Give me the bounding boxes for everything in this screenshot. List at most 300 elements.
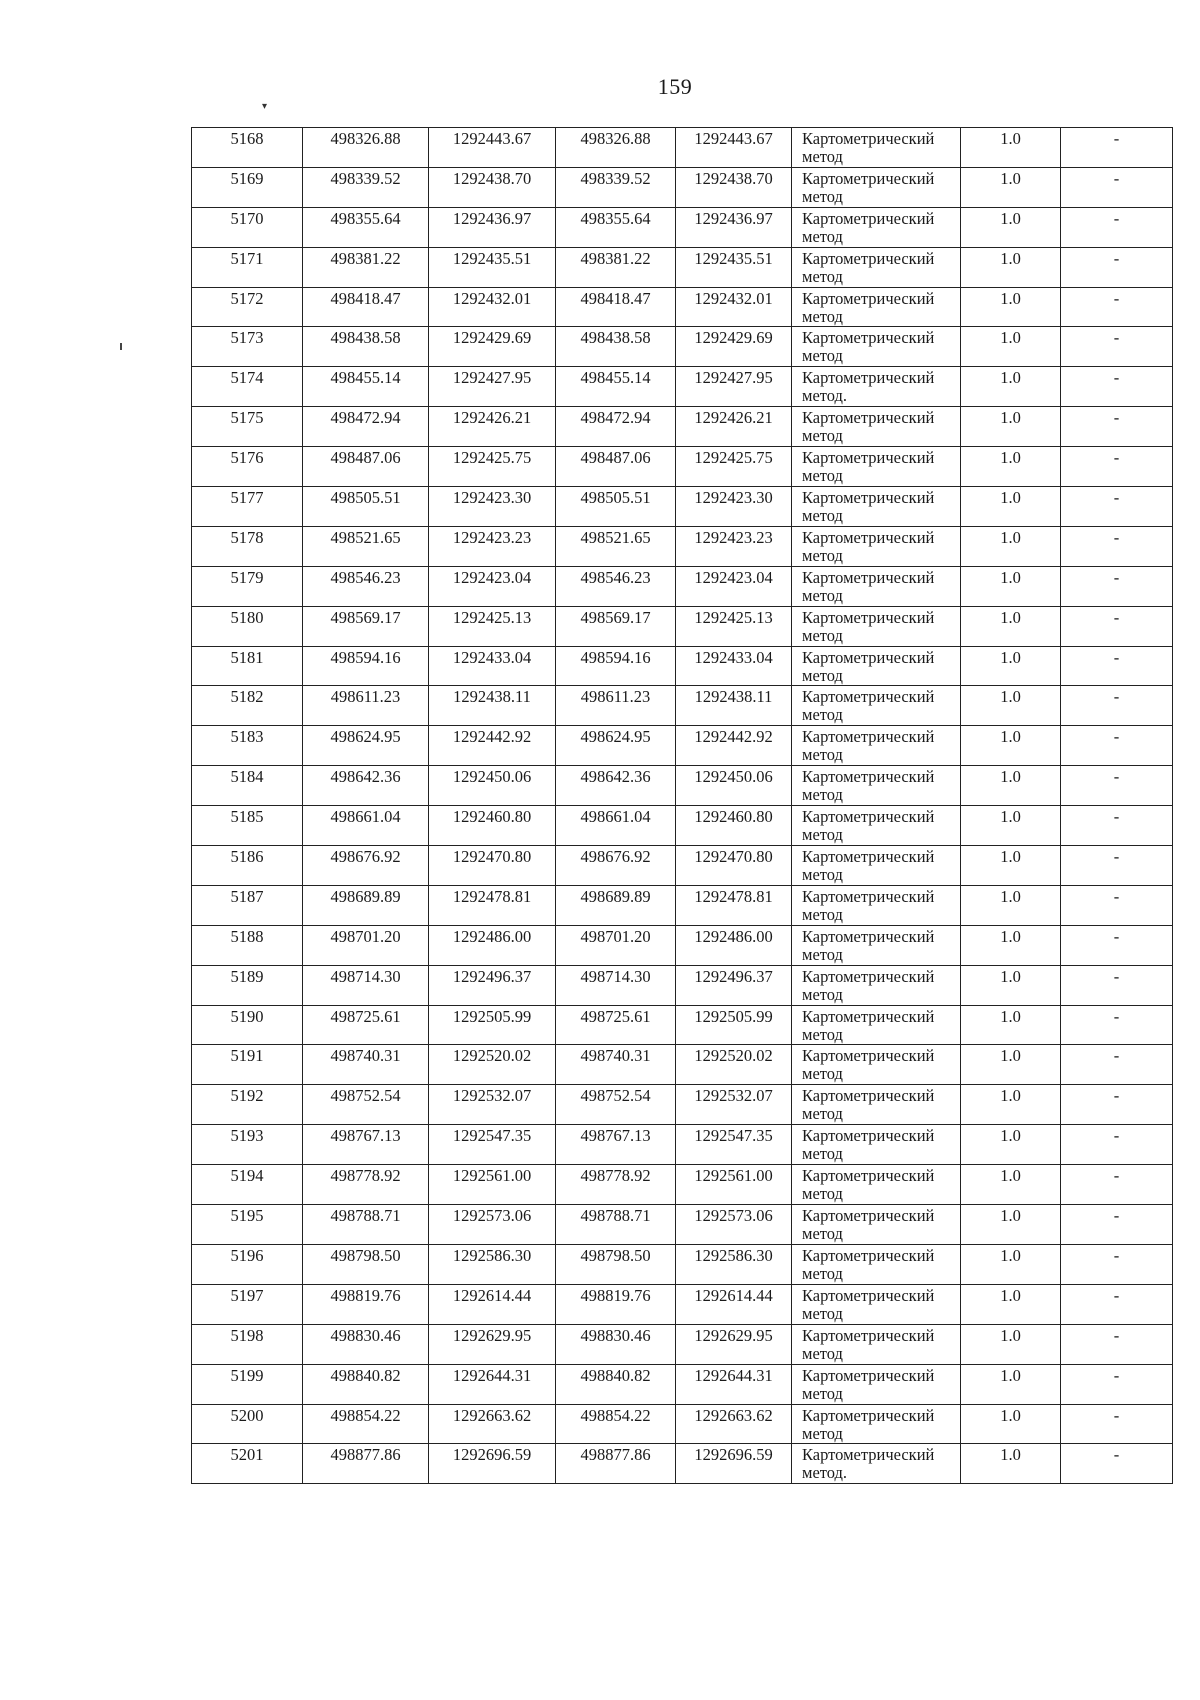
note-cell: - xyxy=(1061,686,1173,726)
method-cell xyxy=(792,686,961,726)
existing-y-cell: 1292573.06 xyxy=(429,1205,556,1245)
table-row xyxy=(192,1005,1173,1045)
scan-artifact-mark: ▾ xyxy=(262,101,268,112)
point-number-cell: 5188 xyxy=(192,925,303,965)
method-cell xyxy=(792,367,961,407)
method-cell xyxy=(792,1125,961,1165)
existing-y-cell: 1292426.21 xyxy=(429,407,556,447)
existing-y-cell: 1292614.44 xyxy=(429,1284,556,1324)
existing-y-cell: 1292436.97 xyxy=(429,207,556,247)
table-row xyxy=(192,686,1173,726)
new-y-cell: 1292438.11 xyxy=(676,686,792,726)
new-y-cell: 1292433.04 xyxy=(676,646,792,686)
new-y-cell: 1292423.30 xyxy=(676,487,792,527)
method-label: Картометрический xyxy=(802,1006,935,1026)
note-cell: - xyxy=(1061,447,1173,487)
table-row xyxy=(192,566,1173,606)
note-cell: - xyxy=(1061,287,1173,327)
method-label-continued: метод xyxy=(802,1224,843,1244)
point-number-cell: 5185 xyxy=(192,806,303,846)
method-cell xyxy=(792,1005,961,1045)
point-number-cell: 5200 xyxy=(192,1404,303,1444)
new-x-cell: 498624.95 xyxy=(556,726,676,766)
new-y-cell: 1292644.31 xyxy=(676,1364,792,1404)
existing-y-cell: 1292425.75 xyxy=(429,447,556,487)
method-label: Картометрический xyxy=(802,248,935,268)
method-label: Картометрический xyxy=(802,1445,935,1465)
method-label-continued: метод xyxy=(802,1024,843,1044)
note-cell: - xyxy=(1061,207,1173,247)
new-y-cell: 1292425.13 xyxy=(676,606,792,646)
method-label: Картометрический xyxy=(802,1086,935,1106)
existing-x-cell: 498624.95 xyxy=(303,726,429,766)
existing-x-cell: 498767.13 xyxy=(303,1125,429,1165)
note-cell: - xyxy=(1061,128,1173,168)
existing-y-cell: 1292460.80 xyxy=(429,806,556,846)
method-label: Картометрический xyxy=(802,767,935,787)
new-y-cell: 1292561.00 xyxy=(676,1165,792,1205)
table-row xyxy=(192,806,1173,846)
new-y-cell: 1292629.95 xyxy=(676,1324,792,1364)
point-number-cell: 5190 xyxy=(192,1005,303,1045)
table-row xyxy=(192,846,1173,886)
point-number-cell: 5181 xyxy=(192,646,303,686)
point-number-cell: 5183 xyxy=(192,726,303,766)
new-x-cell: 498546.23 xyxy=(556,566,676,606)
method-cell xyxy=(792,566,961,606)
new-x-cell: 498505.51 xyxy=(556,487,676,527)
method-label: Картометрический xyxy=(802,488,935,508)
existing-y-cell: 1292443.67 xyxy=(429,128,556,168)
method-label-continued: метод xyxy=(802,1303,843,1323)
method-label: Картометрический xyxy=(802,1365,935,1385)
method-label: Картометрический xyxy=(802,886,935,906)
existing-y-cell: 1292438.11 xyxy=(429,686,556,726)
existing-x-cell: 498819.76 xyxy=(303,1284,429,1324)
note-cell: - xyxy=(1061,1404,1173,1444)
new-x-cell: 498381.22 xyxy=(556,247,676,287)
method-cell xyxy=(792,1045,961,1085)
point-number-cell: 5177 xyxy=(192,487,303,527)
point-number-cell: 5191 xyxy=(192,1045,303,1085)
point-number-cell: 5184 xyxy=(192,766,303,806)
method-label-continued: метод xyxy=(802,1184,843,1204)
existing-x-cell: 498877.86 xyxy=(303,1444,429,1484)
point-number-cell: 5169 xyxy=(192,167,303,207)
note-cell: - xyxy=(1061,885,1173,925)
existing-x-cell: 498830.46 xyxy=(303,1324,429,1364)
table-row xyxy=(192,1324,1173,1364)
note-cell: - xyxy=(1061,487,1173,527)
new-x-cell: 498487.06 xyxy=(556,447,676,487)
method-label-continued: метод xyxy=(802,306,843,326)
new-x-cell: 498642.36 xyxy=(556,766,676,806)
method-cell xyxy=(792,726,961,766)
new-x-cell: 498877.86 xyxy=(556,1444,676,1484)
new-x-cell: 498521.65 xyxy=(556,526,676,566)
new-x-cell: 498798.50 xyxy=(556,1244,676,1284)
method-cell xyxy=(792,487,961,527)
method-cell xyxy=(792,1284,961,1324)
accuracy-cell: 1.0 xyxy=(961,1324,1061,1364)
note-cell: - xyxy=(1061,606,1173,646)
existing-x-cell: 498714.30 xyxy=(303,965,429,1005)
existing-x-cell: 498611.23 xyxy=(303,686,429,726)
new-y-cell: 1292520.02 xyxy=(676,1045,792,1085)
method-label-continued: метод xyxy=(802,705,843,725)
existing-x-cell: 498355.64 xyxy=(303,207,429,247)
method-label: Картометрический xyxy=(802,1285,935,1305)
table-row xyxy=(192,207,1173,247)
method-label: Картометрический xyxy=(802,1405,935,1425)
method-cell xyxy=(792,167,961,207)
table-row xyxy=(192,1125,1173,1165)
method-label: Картометрический xyxy=(802,1206,935,1226)
method-cell xyxy=(792,965,961,1005)
table-row xyxy=(192,287,1173,327)
new-y-cell: 1292425.75 xyxy=(676,447,792,487)
accuracy-cell: 1.0 xyxy=(961,1444,1061,1484)
existing-y-cell: 1292442.92 xyxy=(429,726,556,766)
accuracy-cell: 1.0 xyxy=(961,925,1061,965)
new-x-cell: 498689.89 xyxy=(556,885,676,925)
note-cell: - xyxy=(1061,1284,1173,1324)
method-label: Картометрический xyxy=(802,1325,935,1345)
note-cell: - xyxy=(1061,726,1173,766)
point-number-cell: 5196 xyxy=(192,1244,303,1284)
existing-x-cell: 498689.89 xyxy=(303,885,429,925)
method-label: Картометрический xyxy=(802,288,935,308)
method-label: Картометрический xyxy=(802,1126,935,1146)
note-cell: - xyxy=(1061,846,1173,886)
existing-x-cell: 498455.14 xyxy=(303,367,429,407)
accuracy-cell: 1.0 xyxy=(961,447,1061,487)
new-x-cell: 498854.22 xyxy=(556,1404,676,1444)
accuracy-cell: 1.0 xyxy=(961,726,1061,766)
note-cell: - xyxy=(1061,1005,1173,1045)
table-row xyxy=(192,1205,1173,1245)
point-number-cell: 5176 xyxy=(192,447,303,487)
method-cell xyxy=(792,447,961,487)
point-number-cell: 5201 xyxy=(192,1444,303,1484)
method-label: Картометрический xyxy=(802,727,935,747)
method-cell xyxy=(792,766,961,806)
new-x-cell: 498418.47 xyxy=(556,287,676,327)
existing-x-cell: 498661.04 xyxy=(303,806,429,846)
accuracy-cell: 1.0 xyxy=(961,885,1061,925)
new-y-cell: 1292450.06 xyxy=(676,766,792,806)
existing-y-cell: 1292520.02 xyxy=(429,1045,556,1085)
existing-y-cell: 1292496.37 xyxy=(429,965,556,1005)
new-y-cell: 1292460.80 xyxy=(676,806,792,846)
method-label: Картометрический xyxy=(802,966,935,986)
existing-y-cell: 1292663.62 xyxy=(429,1404,556,1444)
note-cell: - xyxy=(1061,407,1173,447)
method-cell xyxy=(792,1324,961,1364)
table-row xyxy=(192,1364,1173,1404)
existing-x-cell: 498778.92 xyxy=(303,1165,429,1205)
method-cell xyxy=(792,646,961,686)
point-number-cell: 5168 xyxy=(192,128,303,168)
accuracy-cell: 1.0 xyxy=(961,367,1061,407)
table-row xyxy=(192,487,1173,527)
new-y-cell: 1292663.62 xyxy=(676,1404,792,1444)
method-cell xyxy=(792,806,961,846)
method-label-continued: метод xyxy=(802,1263,843,1283)
method-label: Картометрический xyxy=(802,847,935,867)
new-x-cell: 498569.17 xyxy=(556,606,676,646)
method-label-continued: метод. xyxy=(802,1463,848,1483)
new-x-cell: 498594.16 xyxy=(556,646,676,686)
new-x-cell: 498725.61 xyxy=(556,1005,676,1045)
new-y-cell: 1292470.80 xyxy=(676,846,792,886)
note-cell: - xyxy=(1061,1364,1173,1404)
point-number-cell: 5187 xyxy=(192,885,303,925)
table-row xyxy=(192,1284,1173,1324)
existing-y-cell: 1292547.35 xyxy=(429,1125,556,1165)
table-row xyxy=(192,1444,1173,1484)
method-cell xyxy=(792,327,961,367)
accuracy-cell: 1.0 xyxy=(961,1284,1061,1324)
accuracy-cell: 1.0 xyxy=(961,128,1061,168)
table-row xyxy=(192,885,1173,925)
method-cell xyxy=(792,1244,961,1284)
new-x-cell: 498661.04 xyxy=(556,806,676,846)
method-label: Картометрический xyxy=(802,567,935,587)
table-row xyxy=(192,726,1173,766)
note-cell: - xyxy=(1061,766,1173,806)
point-number-cell: 5198 xyxy=(192,1324,303,1364)
method-label-continued: метод xyxy=(802,745,843,765)
existing-y-cell: 1292470.80 xyxy=(429,846,556,886)
new-y-cell: 1292586.30 xyxy=(676,1244,792,1284)
point-number-cell: 5199 xyxy=(192,1364,303,1404)
existing-y-cell: 1292561.00 xyxy=(429,1165,556,1205)
existing-x-cell: 498438.58 xyxy=(303,327,429,367)
table-row xyxy=(192,965,1173,1005)
existing-x-cell: 498505.51 xyxy=(303,487,429,527)
method-cell xyxy=(792,1165,961,1205)
point-number-cell: 5197 xyxy=(192,1284,303,1324)
new-y-cell: 1292696.59 xyxy=(676,1444,792,1484)
table-row xyxy=(192,1244,1173,1284)
table-row xyxy=(192,1165,1173,1205)
new-y-cell: 1292427.95 xyxy=(676,367,792,407)
existing-y-cell: 1292629.95 xyxy=(429,1324,556,1364)
method-cell xyxy=(792,925,961,965)
method-label: Картометрический xyxy=(802,328,935,348)
existing-y-cell: 1292450.06 xyxy=(429,766,556,806)
point-number-cell: 5193 xyxy=(192,1125,303,1165)
method-label-continued: метод xyxy=(802,266,843,286)
accuracy-cell: 1.0 xyxy=(961,1005,1061,1045)
method-label-continued: метод xyxy=(802,506,843,526)
accuracy-cell: 1.0 xyxy=(961,407,1061,447)
page-number: 159 xyxy=(657,74,693,99)
method-cell xyxy=(792,1404,961,1444)
new-y-cell: 1292478.81 xyxy=(676,885,792,925)
method-label-continued: метод xyxy=(802,865,843,885)
method-cell xyxy=(792,1364,961,1404)
accuracy-cell: 1.0 xyxy=(961,327,1061,367)
method-cell xyxy=(792,846,961,886)
method-cell xyxy=(792,287,961,327)
method-label: Картометрический xyxy=(802,448,935,468)
existing-x-cell: 498521.65 xyxy=(303,526,429,566)
table-row xyxy=(192,247,1173,287)
note-cell: - xyxy=(1061,1085,1173,1125)
method-label-continued: метод xyxy=(802,1343,843,1363)
new-x-cell: 498355.64 xyxy=(556,207,676,247)
table-row xyxy=(192,447,1173,487)
method-label: Картометрический xyxy=(802,647,935,667)
method-label-continued: метод xyxy=(802,665,843,685)
table-row xyxy=(192,367,1173,407)
existing-x-cell: 498418.47 xyxy=(303,287,429,327)
table-row xyxy=(192,128,1173,168)
new-x-cell: 498676.92 xyxy=(556,846,676,886)
method-label-continued: метод xyxy=(802,346,843,366)
table-row xyxy=(192,327,1173,367)
point-number-cell: 5182 xyxy=(192,686,303,726)
table-row xyxy=(192,766,1173,806)
note-cell: - xyxy=(1061,566,1173,606)
point-number-cell: 5192 xyxy=(192,1085,303,1125)
existing-y-cell: 1292427.95 xyxy=(429,367,556,407)
new-y-cell: 1292426.21 xyxy=(676,407,792,447)
new-y-cell: 1292438.70 xyxy=(676,167,792,207)
table-row xyxy=(192,526,1173,566)
method-label: Картометрический xyxy=(802,1245,935,1265)
note-cell: - xyxy=(1061,646,1173,686)
existing-y-cell: 1292696.59 xyxy=(429,1444,556,1484)
new-y-cell: 1292436.97 xyxy=(676,207,792,247)
note-cell: - xyxy=(1061,806,1173,846)
accuracy-cell: 1.0 xyxy=(961,766,1061,806)
existing-x-cell: 498752.54 xyxy=(303,1085,429,1125)
new-x-cell: 498740.31 xyxy=(556,1045,676,1085)
note-cell: - xyxy=(1061,1165,1173,1205)
existing-x-cell: 498676.92 xyxy=(303,846,429,886)
table-row xyxy=(192,167,1173,207)
existing-y-cell: 1292423.04 xyxy=(429,566,556,606)
new-y-cell: 1292435.51 xyxy=(676,247,792,287)
existing-y-cell: 1292432.01 xyxy=(429,287,556,327)
accuracy-cell: 1.0 xyxy=(961,686,1061,726)
new-x-cell: 498701.20 xyxy=(556,925,676,965)
method-cell xyxy=(792,407,961,447)
method-label-continued: метод xyxy=(802,785,843,805)
new-x-cell: 498840.82 xyxy=(556,1364,676,1404)
method-label-continued: метод xyxy=(802,944,843,964)
existing-x-cell: 498740.31 xyxy=(303,1045,429,1085)
note-cell: - xyxy=(1061,327,1173,367)
new-x-cell: 498830.46 xyxy=(556,1324,676,1364)
existing-y-cell: 1292423.23 xyxy=(429,526,556,566)
new-x-cell: 498788.71 xyxy=(556,1205,676,1245)
note-cell: - xyxy=(1061,1244,1173,1284)
new-y-cell: 1292505.99 xyxy=(676,1005,792,1045)
method-label-continued: метод xyxy=(802,585,843,605)
table-row xyxy=(192,925,1173,965)
method-label-continued: метод xyxy=(802,1423,843,1443)
accuracy-cell: 1.0 xyxy=(961,167,1061,207)
method-cell xyxy=(792,1444,961,1484)
method-label-continued: метод xyxy=(802,466,843,486)
existing-x-cell: 498594.16 xyxy=(303,646,429,686)
method-label: Картометрический xyxy=(802,807,935,827)
method-label: Картометрический xyxy=(802,1166,935,1186)
point-number-cell: 5189 xyxy=(192,965,303,1005)
new-y-cell: 1292429.69 xyxy=(676,327,792,367)
point-number-cell: 5178 xyxy=(192,526,303,566)
existing-y-cell: 1292423.30 xyxy=(429,487,556,527)
existing-y-cell: 1292429.69 xyxy=(429,327,556,367)
note-cell: - xyxy=(1061,247,1173,287)
accuracy-cell: 1.0 xyxy=(961,965,1061,1005)
accuracy-cell: 1.0 xyxy=(961,646,1061,686)
method-label-continued: метод xyxy=(802,147,843,166)
new-y-cell: 1292442.92 xyxy=(676,726,792,766)
method-label-continued: метод xyxy=(802,1104,843,1124)
method-cell xyxy=(792,1085,961,1125)
method-label: Картометрический xyxy=(802,1046,935,1066)
coordinates-table-body xyxy=(192,128,1173,1484)
existing-y-cell: 1292433.04 xyxy=(429,646,556,686)
note-cell: - xyxy=(1061,526,1173,566)
existing-x-cell: 498569.17 xyxy=(303,606,429,646)
point-number-cell: 5180 xyxy=(192,606,303,646)
note-cell: - xyxy=(1061,1444,1173,1484)
table-row xyxy=(192,606,1173,646)
method-label-continued: метод xyxy=(802,1064,843,1084)
new-x-cell: 498472.94 xyxy=(556,407,676,447)
method-cell xyxy=(792,606,961,646)
point-number-cell: 5186 xyxy=(192,846,303,886)
new-x-cell: 498819.76 xyxy=(556,1284,676,1324)
new-x-cell: 498778.92 xyxy=(556,1165,676,1205)
table-row xyxy=(192,407,1173,447)
note-cell: - xyxy=(1061,965,1173,1005)
table-row xyxy=(192,1045,1173,1085)
existing-x-cell: 498854.22 xyxy=(303,1404,429,1444)
new-y-cell: 1292573.06 xyxy=(676,1205,792,1245)
method-label: Картометрический xyxy=(802,926,935,946)
new-x-cell: 498326.88 xyxy=(556,128,676,168)
note-cell: - xyxy=(1061,167,1173,207)
accuracy-cell: 1.0 xyxy=(961,207,1061,247)
existing-x-cell: 498798.50 xyxy=(303,1244,429,1284)
method-label: Картометрический xyxy=(802,129,935,148)
table-row xyxy=(192,1404,1173,1444)
method-label-continued: метод xyxy=(802,825,843,845)
existing-x-cell: 498381.22 xyxy=(303,247,429,287)
new-y-cell: 1292486.00 xyxy=(676,925,792,965)
note-cell: - xyxy=(1061,1045,1173,1085)
new-x-cell: 498339.52 xyxy=(556,167,676,207)
point-number-cell: 5172 xyxy=(192,287,303,327)
point-number-cell: 5175 xyxy=(192,407,303,447)
point-number-cell: 5179 xyxy=(192,566,303,606)
method-label: Картометрический xyxy=(802,208,935,228)
note-cell: - xyxy=(1061,1205,1173,1245)
method-cell xyxy=(792,1205,961,1245)
new-y-cell: 1292496.37 xyxy=(676,965,792,1005)
existing-x-cell: 498546.23 xyxy=(303,566,429,606)
note-cell: - xyxy=(1061,367,1173,407)
method-label-continued: метод xyxy=(802,984,843,1004)
method-label: Картометрический xyxy=(802,408,935,428)
